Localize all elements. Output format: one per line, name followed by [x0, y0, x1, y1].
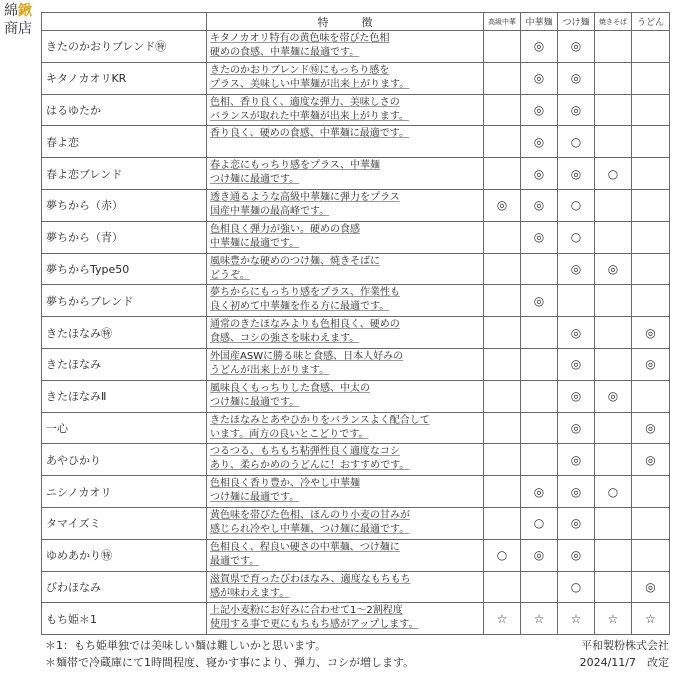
mark-udon — [632, 62, 670, 94]
flour-feature — [207, 444, 484, 476]
feature-line-2: 国産中華麺の最高峰です。 — [210, 205, 330, 217]
mark-premium-chinese — [484, 476, 521, 508]
mark-yakisoba: ◎ — [595, 380, 632, 412]
mark-premium-chinese — [484, 444, 521, 476]
feature-line-1: つるつる、もちもち粘弾性良く適度なコシ — [210, 446, 400, 458]
mark-yakisoba — [595, 412, 632, 444]
mark-udon — [632, 221, 670, 253]
flour-name: あやひかり — [42, 444, 207, 476]
table-row — [42, 603, 670, 635]
mark-chinese-noodles — [521, 571, 558, 603]
mark-yakisoba — [595, 31, 632, 63]
mark-tsukemen: ◎ — [558, 94, 595, 126]
mark-premium-chinese — [484, 380, 521, 412]
flour-feature — [207, 412, 484, 444]
mark-udon: ◎ — [632, 348, 670, 380]
mark-chinese-noodles: ◎ — [521, 94, 558, 126]
table-row — [42, 285, 670, 317]
feature-line-2: 良く初めて中華麺を作る方に最適です。 — [210, 301, 390, 313]
mark-udon: ◎ — [632, 412, 670, 444]
feature-line-1: 風味良くもっちりした食感、中太の — [210, 382, 370, 394]
feature-line-1: 黄色味を帯びた色相、ほんのり小麦の甘みが — [210, 509, 410, 521]
mark-chinese-noodles: ◎ — [521, 476, 558, 508]
flour-feature — [207, 571, 484, 603]
header-chinese-noodles: 中華麺 — [521, 13, 558, 31]
flour-feature — [207, 317, 484, 349]
mark-tsukemen: ◎ — [558, 158, 595, 190]
flour-name: ゆめあかり㊕ — [42, 539, 207, 571]
mark-premium-chinese — [484, 158, 521, 190]
feature-line-2: 硬めの食感、中華麺に最適です。 — [210, 47, 360, 58]
mark-udon — [632, 31, 670, 63]
mark-tsukemen: ◎ — [558, 444, 595, 476]
feature-line-1: きたのかおりブレンド㊕にもっちり感を — [210, 64, 390, 76]
feature-line-2: 中華麺に最適です。 — [210, 237, 300, 249]
table-row — [42, 253, 670, 285]
feature-line-2: つけ麺に最適です。 — [210, 492, 300, 504]
mark-premium-chinese: ○ — [484, 539, 521, 571]
flour-feature — [207, 62, 484, 94]
table-row — [42, 380, 670, 412]
mark-chinese-noodles — [521, 317, 558, 349]
mark-premium-chinese — [484, 348, 521, 380]
feature-line-1: 色相良く香り豊か、冷やし中華麺 — [210, 478, 360, 490]
mark-tsukemen: ◎ — [558, 31, 595, 63]
mark-tsukemen: ◎ — [558, 539, 595, 571]
mark-premium-chinese: ◎ — [484, 189, 521, 221]
mark-chinese-noodles: ◎ — [521, 539, 558, 571]
footnote-resting: ＊麺帯で冷蔵庫にて1時間程度、寝かす事により、弾力、コシが増します。 — [45, 656, 415, 669]
mark-tsukemen: ○ — [558, 126, 595, 158]
flour-name: タマイズミ — [42, 507, 207, 539]
flour-name: きたほなみ — [42, 348, 207, 380]
product-table — [41, 12, 670, 635]
flour-feature — [207, 31, 484, 63]
mark-premium-chinese — [484, 571, 521, 603]
mark-premium-chinese — [484, 412, 521, 444]
flour-name: はるゆたか — [42, 94, 207, 126]
header-feature: 特 徴 — [207, 13, 484, 31]
mark-tsukemen: ◎ — [558, 348, 595, 380]
mark-udon — [632, 380, 670, 412]
mark-tsukemen: ○ — [558, 221, 595, 253]
flour-feature — [207, 476, 484, 508]
flour-feature — [207, 348, 484, 380]
mark-premium-chinese — [484, 94, 521, 126]
table-row — [42, 412, 670, 444]
mark-yakisoba: ☆ — [595, 603, 632, 635]
header-premium-chinese: 高級中華 — [484, 13, 521, 31]
mark-chinese-noodles: ◎ — [521, 62, 558, 94]
mark-tsukemen — [558, 285, 595, 317]
mark-yakisoba — [595, 126, 632, 158]
mark-udon — [632, 94, 670, 126]
feature-line-1: 風味豊かな硬めのつけ麺、焼きそばに — [210, 255, 380, 267]
feature-line-2: あり、柔らかめのうどんに！おすすめです。 — [210, 460, 410, 472]
flour-feature — [207, 539, 484, 571]
mark-chinese-noodles — [521, 380, 558, 412]
mark-tsukemen: ◎ — [558, 380, 595, 412]
flour-feature — [207, 221, 484, 253]
table-row — [42, 539, 670, 571]
feature-line-2: います。両方の良いとこどりです。 — [210, 428, 369, 440]
mark-tsukemen: ◎ — [558, 317, 595, 349]
feature-line-2: バランスが取れた中華麺が出来上がります。 — [210, 110, 409, 122]
mark-udon — [632, 253, 670, 285]
flour-name: キタノカオリKR — [42, 62, 207, 94]
flour-feature — [207, 158, 484, 190]
mark-udon — [632, 507, 670, 539]
flour-feature — [207, 94, 484, 126]
feature-line-2: つけ麺に最適です。 — [210, 396, 300, 408]
mark-premium-chinese — [484, 285, 521, 317]
flour-name: もち姫＊1 — [42, 603, 207, 635]
feature-line-2: どうぞ。 — [210, 269, 250, 281]
feature-line-1: 色相良く、程良い硬さの中華麺、つけ麺に — [210, 541, 400, 553]
flour-feature — [207, 253, 484, 285]
logo-line-2: 商店 — [4, 21, 32, 37]
flour-feature — [207, 126, 484, 158]
mark-yakisoba — [595, 348, 632, 380]
mark-tsukemen: ◎ — [558, 476, 595, 508]
feature-line-1: 透き通るような高級中華麺に弾力をプラス — [210, 191, 400, 203]
flour-name: ニシノカオリ — [42, 476, 207, 508]
mark-chinese-noodles: ○ — [521, 507, 558, 539]
feature-line-2: 最適です。 — [210, 555, 260, 567]
flour-feature — [207, 285, 484, 317]
mark-udon — [632, 158, 670, 190]
flour-name: 夢ちから（赤） — [42, 189, 207, 221]
flour-feature — [207, 189, 484, 221]
mark-yakisoba — [595, 317, 632, 349]
company-name: 平和製粉株式会社 — [581, 639, 669, 652]
table-row — [42, 348, 670, 380]
mark-tsukemen: ○ — [558, 189, 595, 221]
feature-line-1: 通常のきたほなみよりも色相良く、硬めの — [210, 319, 400, 331]
mark-chinese-noodles — [521, 444, 558, 476]
mark-udon — [632, 189, 670, 221]
mark-yakisoba — [595, 539, 632, 571]
feature-line-1: 色相良く弾力が強い。硬めの食感 — [210, 223, 360, 235]
table-row — [42, 444, 670, 476]
feature-line-1: 春よ恋にもっちり感をプラス、中華麺 — [210, 160, 380, 172]
table-row — [42, 317, 670, 349]
table-row — [42, 189, 670, 221]
mark-yakisoba — [595, 507, 632, 539]
flour-name: きたのかおりブレンド㊕ — [42, 31, 207, 63]
table-row — [42, 126, 670, 158]
mark-premium-chinese — [484, 62, 521, 94]
mark-tsukemen: ◎ — [558, 412, 595, 444]
table-row — [42, 571, 670, 603]
mark-chinese-noodles: ◎ — [521, 126, 558, 158]
flour-name: 夢ちから（青） — [42, 221, 207, 253]
feature-line-2: 使用する事で更にもちもち感がアップします。 — [210, 619, 419, 631]
feature-line-2: うどんが出来上がります。 — [210, 364, 330, 376]
mark-premium-chinese — [484, 253, 521, 285]
mark-udon — [632, 476, 670, 508]
mark-premium-chinese — [484, 317, 521, 349]
mark-chinese-noodles — [521, 348, 558, 380]
store-logo — [4, 2, 44, 38]
mark-chinese-noodles: ◎ — [521, 285, 558, 317]
mark-udon — [632, 539, 670, 571]
mark-premium-chinese — [484, 507, 521, 539]
footer — [45, 637, 669, 671]
mark-premium-chinese — [484, 126, 521, 158]
mark-udon — [632, 285, 670, 317]
feature-line-2: 食感、コシの強さを味わえます。 — [210, 333, 360, 345]
mark-tsukemen: ◎ — [558, 62, 595, 94]
mark-udon: ◎ — [632, 444, 670, 476]
mark-udon — [632, 126, 670, 158]
flour-feature — [207, 603, 484, 635]
mark-yakisoba — [595, 189, 632, 221]
mark-chinese-noodles: ☆ — [521, 603, 558, 635]
flour-feature — [207, 380, 484, 412]
mark-premium-chinese: ☆ — [484, 603, 521, 635]
mark-tsukemen: ◎ — [558, 253, 595, 285]
mark-yakisoba — [595, 285, 632, 317]
mark-chinese-noodles: ◎ — [521, 158, 558, 190]
feature-line-2: プラス、美味しい中華麺が出来上がります。 — [210, 78, 410, 90]
feature-line-1: 色相、香り良く、適度な弾力、美味しさの — [210, 96, 400, 108]
flour-name: きたほなみⅡ — [42, 380, 207, 412]
table-row — [42, 158, 670, 190]
mark-yakisoba: ○ — [595, 158, 632, 190]
table-row — [42, 62, 670, 94]
mark-chinese-noodles: ◎ — [521, 221, 558, 253]
table-row — [42, 221, 670, 253]
mark-premium-chinese — [484, 31, 521, 63]
flour-name: 春よ恋ブレンド — [42, 158, 207, 190]
table-row — [42, 476, 670, 508]
table-header-row — [42, 13, 670, 31]
mark-chinese-noodles: ◎ — [521, 189, 558, 221]
mark-yakisoba — [595, 94, 632, 126]
mark-yakisoba: ◎ — [595, 253, 632, 285]
mark-tsukemen: ☆ — [558, 603, 595, 635]
mark-premium-chinese — [484, 221, 521, 253]
header-yakisoba: 焼きそば — [595, 13, 632, 31]
feature-line-2: つけ麺に最適です。 — [210, 174, 300, 186]
mark-udon: ☆ — [632, 603, 670, 635]
header-name — [42, 13, 207, 31]
footnote-mochihime: ＊1：もち姫単独では美味しい麺は難しいかと思います。 — [45, 639, 327, 652]
mark-yakisoba — [595, 221, 632, 253]
logo-char-1: 綿 — [4, 3, 18, 19]
feature-line-1: きたほなみとあやひかりをバランスよく配合して — [210, 414, 430, 426]
flour-name: 一心 — [42, 412, 207, 444]
flour-name: きたほなみ㊕ — [42, 317, 207, 349]
revision-date: 2024/11/7 改定 — [579, 656, 669, 669]
feature-line-1: 夢ちからにもっちり感をプラス、作業性も — [210, 287, 400, 299]
feature-line-2: 感じられ冷やし中華麺、つけ麺に最適です。 — [210, 523, 410, 535]
mark-chinese-noodles — [521, 253, 558, 285]
mark-yakisoba — [595, 571, 632, 603]
mark-chinese-noodles — [521, 412, 558, 444]
header-tsukemen: つけ麺 — [558, 13, 595, 31]
logo-char-2: 鍬 — [18, 3, 32, 19]
feature-line-1: キタノカオリ特有の黄色味を帯びた色相 — [210, 33, 390, 44]
mark-udon: ◎ — [632, 571, 670, 603]
flour-name: 春よ恋 — [42, 126, 207, 158]
header-udon: うどん — [632, 13, 670, 31]
mark-udon: ◎ — [632, 317, 670, 349]
mark-tsukemen: ○ — [558, 571, 595, 603]
feature-line-1: 滋賀県で育ったびわほなみ、適度なもちもち — [210, 573, 411, 585]
feature-line-1: 香り良く、硬めの食感、中華麺に最適です。 — [210, 128, 409, 140]
feature-line-1: 上記小麦粉にお好みに合わせて1～2割程度 — [210, 605, 403, 617]
mark-tsukemen: ◎ — [558, 507, 595, 539]
table-row — [42, 94, 670, 126]
mark-yakisoba — [595, 62, 632, 94]
flour-feature — [207, 507, 484, 539]
flour-name: びわほなみ — [42, 571, 207, 603]
mark-yakisoba — [595, 444, 632, 476]
table-row — [42, 507, 670, 539]
feature-line-1: 外国産ASWに勝る味と食感、日本人好みの — [210, 350, 404, 362]
flour-name: 夢ちからType50 — [42, 253, 207, 285]
mark-chinese-noodles: ◎ — [521, 31, 558, 63]
feature-line-2: 感が味わえます。 — [210, 587, 290, 599]
flour-name: 夢ちからブレンド — [42, 285, 207, 317]
table-row — [42, 31, 670, 63]
mark-yakisoba: ○ — [595, 476, 632, 508]
